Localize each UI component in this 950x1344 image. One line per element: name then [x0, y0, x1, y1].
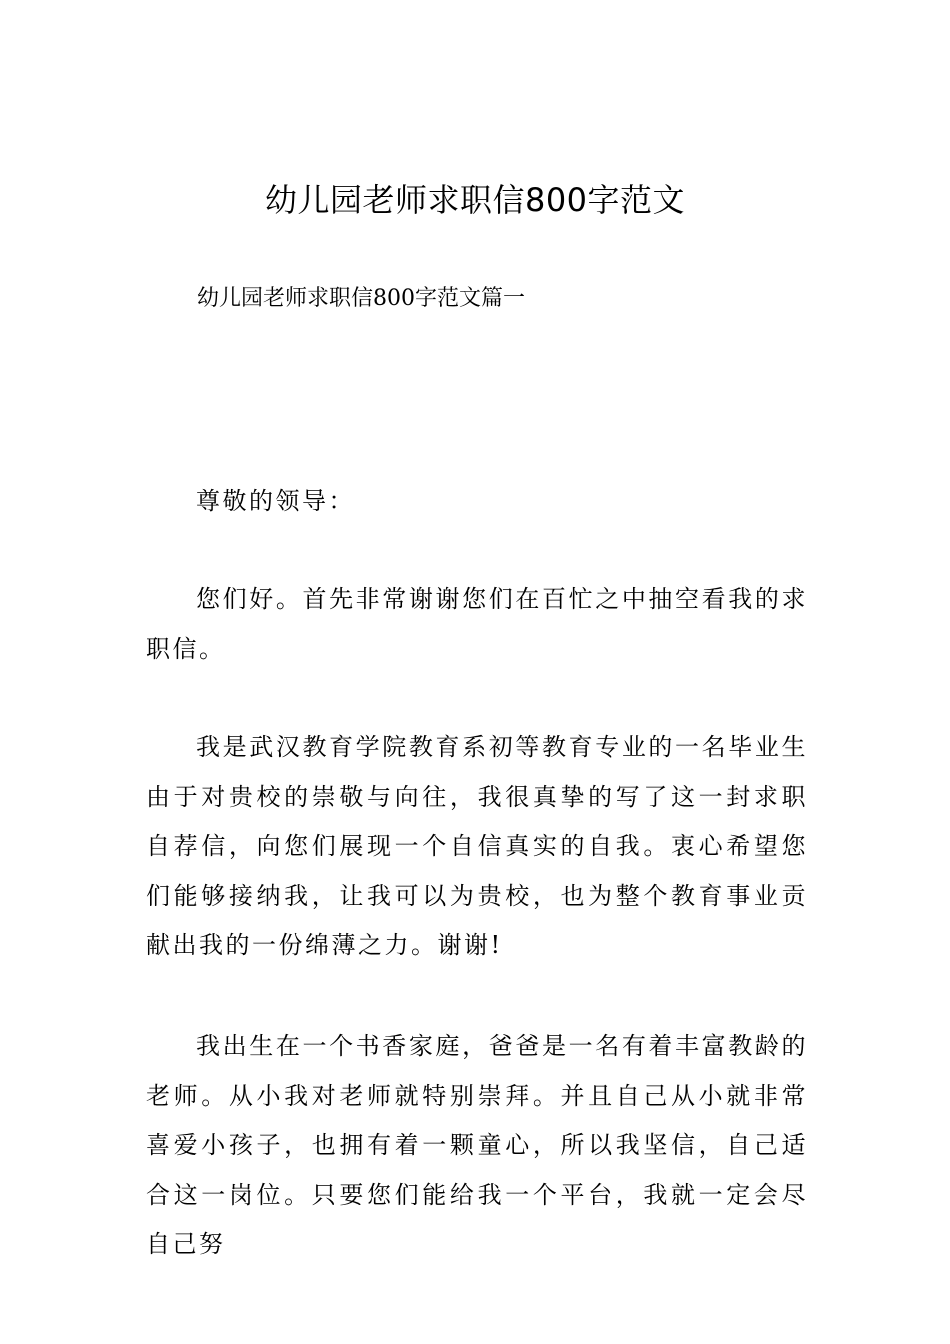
document-title: 幼儿园老师求职信800字范文 — [264, 181, 686, 219]
section-heading: 幼儿园老师求职信800字范文篇一 — [197, 286, 525, 311]
salutation-paragraph: 尊敬的领导： — [196, 487, 355, 515]
greeting-paragraph: 您们好。首先非常谢谢您们在百忙之中抽空看我的求职信。 — [146, 585, 808, 663]
background-paragraph: 我出生在一个书香家庭，爸爸是一名有着丰富教龄的老师。从小我对老师就特别崇拜。并且自己从小就非常喜爱小孩子，也拥有着一颗童心，所以我坚信，自己适合这一岗位。只要您们能给我一个平台，我就一定会尽自己努 — [146, 1032, 808, 1258]
introduction-paragraph: 我是武汉教育学院教育系初等教育专业的一名毕业生由于对贵校的崇敬与向往，我很真挚的写了这一封求职自荐信，向您们展现一个自信真实的自我。衷心希望您们能够接纳我，让我可以为贵校，也为整个教育事业贡献出我的一份绵薄之力。谢谢! — [146, 733, 808, 959]
